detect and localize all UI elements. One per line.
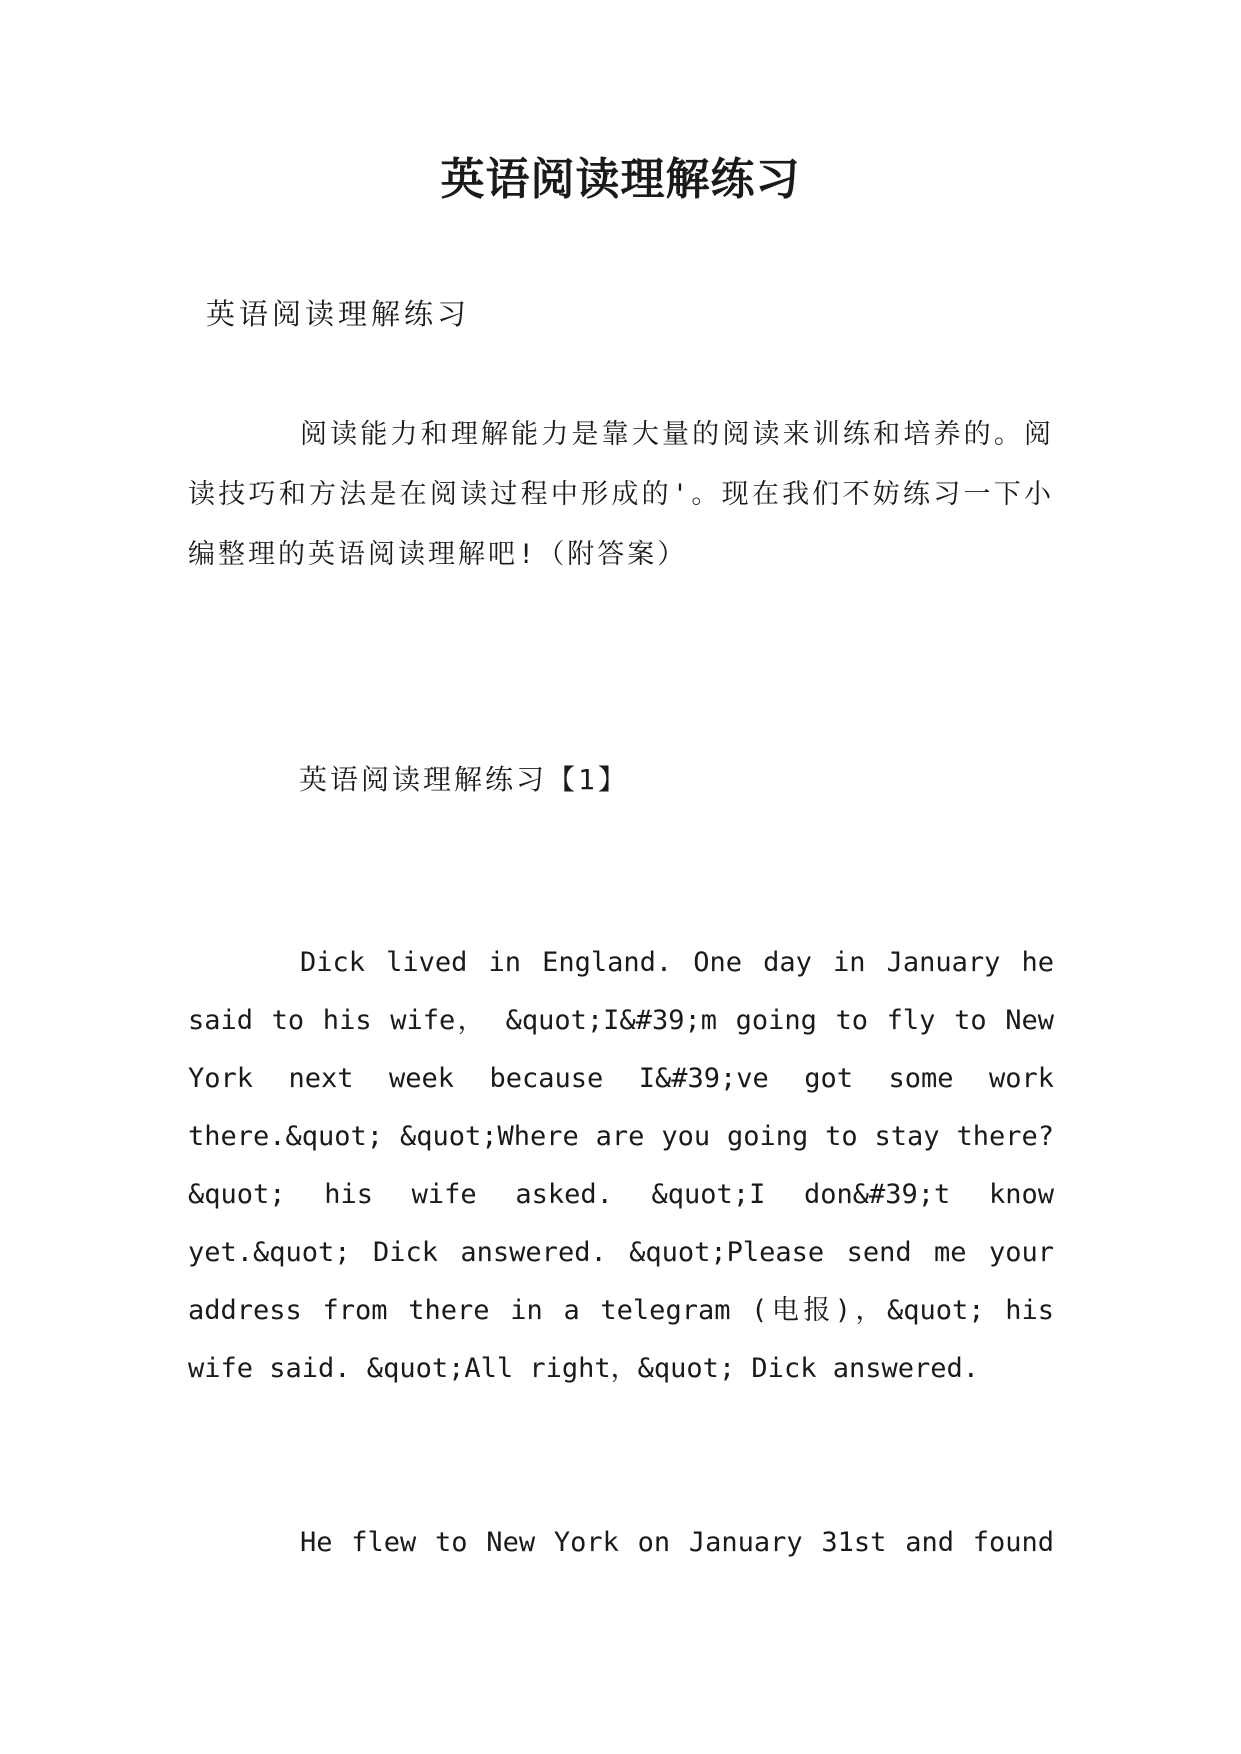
story-paragraph: Dick lived in England. One day in January he said to his wife， &quot;I&#39;m going to fly to New York next week because I&#39;ve got some work there.&quot; &quot;Where are you going to stay there?&quot; his wife asked. &quot;I don&#39;t know yet.&quot; Dick answered. &quot;Please send me your address from there in a telegram (电报)，&quot; his wife said. &quot;All right，&quot; Dick answered. [188,947,1054,1384]
intro-paragraph: 阅读能力和理解能力是靠大量的阅读来训练和培养的。阅读技巧和方法是在阅读过程中形成的'。现在我们不妨练习一下小编整理的英语阅读理解吧!（附答案） [188,419,1054,570]
document-subtitle: 英语阅读理解练习 [206,297,471,331]
story-paragraph-continued: He flew to New York on January 31st and found [300,1527,1054,1558]
document-title: 英语阅读理解练习 [440,154,801,205]
section-heading: 英语阅读理解练习【1】 [299,763,629,796]
